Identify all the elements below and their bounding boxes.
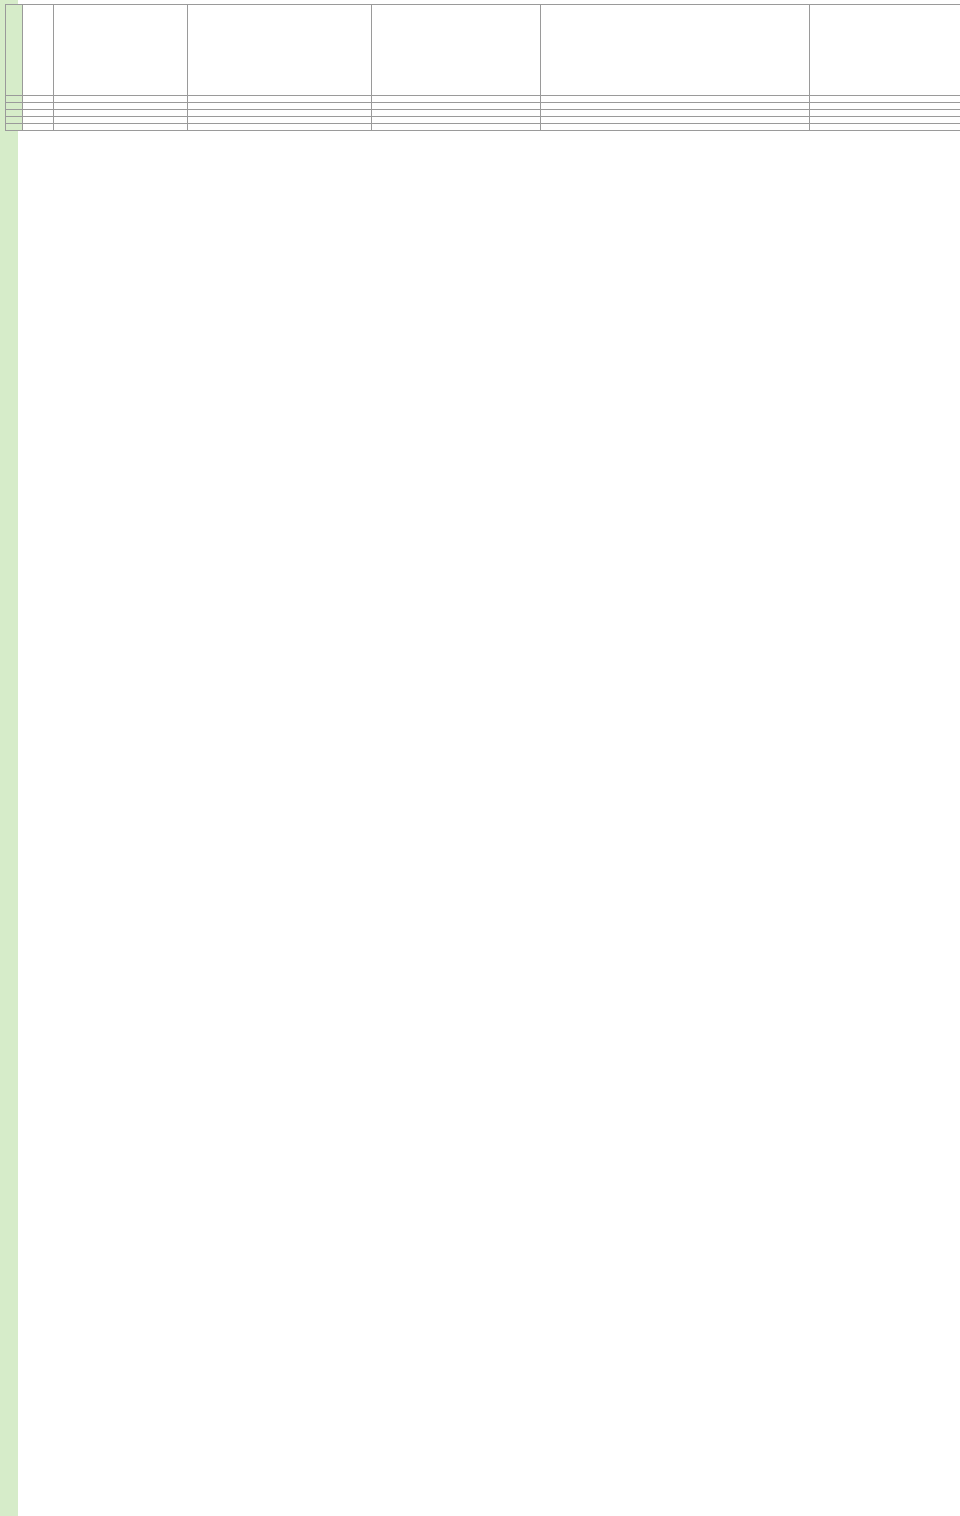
- row-authority: [810, 117, 960, 124]
- row-product: [188, 96, 372, 103]
- row-quantity: [372, 5, 541, 96]
- row-quantity: [372, 103, 541, 110]
- row-authority: [810, 5, 960, 96]
- row-date: [23, 103, 54, 110]
- row-company: [54, 103, 188, 110]
- row-authority: [810, 96, 960, 103]
- report-body: [6, 5, 960, 131]
- row-company: [54, 110, 188, 117]
- row-reason: [541, 96, 810, 103]
- report-table: [5, 4, 960, 131]
- row-product: [188, 103, 372, 110]
- row-product: [188, 110, 372, 117]
- table-row: [6, 5, 960, 96]
- row-product: [188, 117, 372, 124]
- row-reason: [541, 110, 810, 117]
- row-reason: [541, 5, 810, 96]
- row-product: [188, 5, 372, 96]
- row-reason: [541, 103, 810, 110]
- row-date: [23, 5, 54, 96]
- row-date: [23, 117, 54, 124]
- table-row: [6, 110, 960, 117]
- row-quantity: [372, 117, 541, 124]
- row-number: [6, 103, 23, 110]
- row-company: [54, 117, 188, 124]
- row-date: [23, 124, 54, 131]
- row-number: [6, 110, 23, 117]
- row-company: [54, 96, 188, 103]
- row-quantity: [372, 110, 541, 117]
- table-row: [6, 96, 960, 103]
- row-date: [23, 110, 54, 117]
- row-quantity: [372, 124, 541, 131]
- row-number: [6, 124, 23, 131]
- row-reason: [541, 117, 810, 124]
- row-company: [54, 5, 188, 96]
- row-quantity: [372, 96, 541, 103]
- side-stripe: [0, 0, 18, 1516]
- row-number: [6, 117, 23, 124]
- row-date: [23, 96, 54, 103]
- table-row: [6, 103, 960, 110]
- row-product: [188, 124, 372, 131]
- row-reason: [541, 124, 810, 131]
- row-number: [6, 96, 23, 103]
- row-authority: [810, 110, 960, 117]
- table-row: [6, 117, 960, 124]
- row-authority: [810, 124, 960, 131]
- row-authority: [810, 103, 960, 110]
- row-number: [6, 5, 23, 96]
- row-company: [54, 124, 188, 131]
- table-row: [6, 124, 960, 131]
